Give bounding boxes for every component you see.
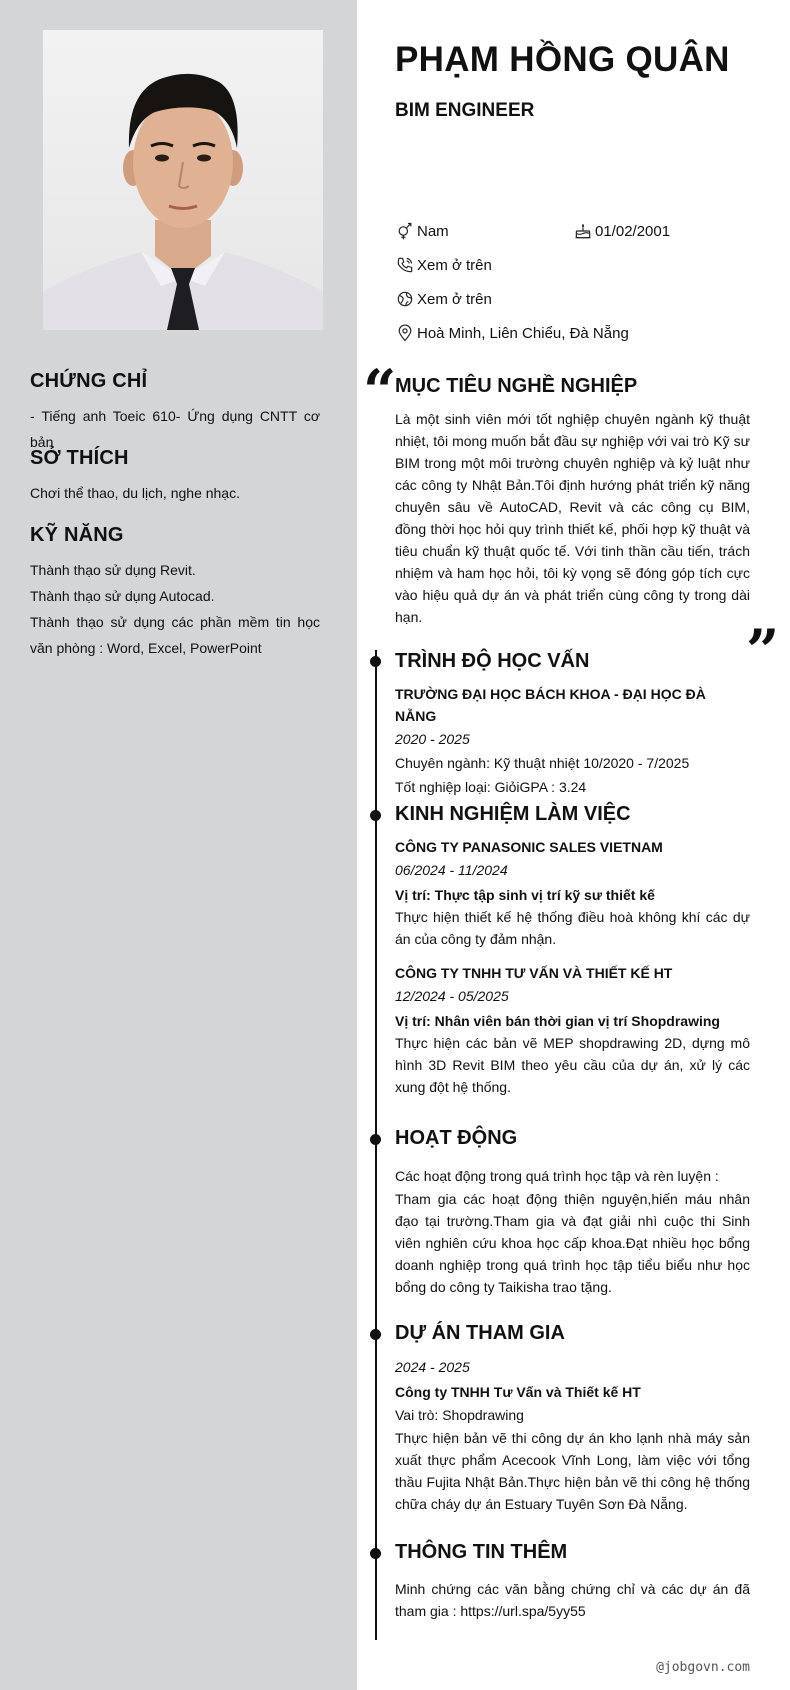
skill-item: Thành thạo sử dụng Revit. [30,562,196,578]
gender-icon [395,221,415,241]
experience-section [395,803,750,1098]
website-info [395,289,492,309]
phone-icon [395,255,415,275]
skill-item: Thành thạo sử dụng các phần mềm tin học văn phòng : Word, Excel, PowerPoint [30,614,320,656]
candidate-role: BIM ENGINEER [395,100,535,121]
job-position: Vị trí: Thực tập sinh vị trí kỹ sư thiết kế [395,887,655,903]
job-entry [395,962,750,1098]
activities-title: HOẠT ĐỘNG [395,1127,518,1149]
hobbies-text: Chơi thể thao, du lịch, nghe nhạc. [30,485,240,501]
projects-section [395,1322,750,1515]
job-entry [395,836,750,950]
certificates-section [30,370,320,455]
activities-text: Tham gia các hoạt động thiện nguyện,hiến máu nhân đạo tại trường.Tham gia và đạt giải nhì cuộc thi Sinh viên nghiên cứu khoa học cấp khoa.Đạt nhiều học bổng doanh nghiệp trong quá trình học tập tiểu biểu như học bổng do công ty Taikisha trao tặng. [395,1191,750,1295]
additional-text: Minh chứng các văn bằng chứng chỉ và các dự án đã tham gia : https://url.spa/5yy55 [395,1581,750,1619]
candidate-name: PHẠM HỒNG QUÂN [395,40,730,79]
additional-title: THÔNG TIN THÊM [395,1541,568,1563]
project-period: 2024 - 2025 [395,1359,470,1375]
timeline-dot [370,1329,381,1340]
phone-info [395,255,492,275]
project-role: Vai trò: Shopdrawing [395,1407,524,1423]
timeline-dot [370,656,381,667]
address-info [395,323,629,343]
education-title: TRÌNH ĐỘ HỌC VẤN [395,650,590,672]
certificates-text: - Tiếng anh Toeic 610- Ứng dụng CNTT cơ bản [30,408,320,450]
footer-watermark: @jobgovn.com [656,1660,750,1675]
job-description: Thực hiện các bản vẽ MEP shopdrawing 2D, dựng mô hình 3D Revit BIM theo yêu cầu của dự án, xử lý các xung đột hệ thống. [395,1035,750,1095]
close-quote-icon: ” [746,617,780,685]
gender-info [395,221,449,241]
open-quote-icon: “ [363,357,397,425]
gender-value: Nam [417,222,449,240]
objective-section [395,375,750,628]
education-result: Tốt nghiệp loại: GiỏiGPA : 3.24 [395,779,587,795]
cake-icon [573,221,593,241]
globe-icon [395,289,415,309]
phone-value: Xem ở trên [417,256,492,274]
job-period: 12/2024 - 05/2025 [395,988,509,1004]
job-company: CÔNG TY TNHH TƯ VẤN VÀ THIẾT KẾ HT [395,965,673,981]
skill-item: Thành thạo sử dụng Autocad. [30,588,215,604]
profile-photo [43,30,323,330]
job-position: Vị trí: Nhân viên bán thời gian vị trí Shopdrawing [395,1013,720,1029]
timeline-dot [370,810,381,821]
education-period: 2020 - 2025 [395,731,470,747]
experience-title: KINH NGHIỆM LÀM VIỆC [395,803,631,825]
hobbies-title: SỞ THÍCH [30,447,129,469]
birthday-value: 01/02/2001 [595,222,671,240]
skills-section [30,524,320,661]
map-pin-icon [395,323,415,343]
address-value: Hoà Minh, Liên Chiểu, Đà Nẵng [417,324,629,342]
certificates-title: CHỨNG CHỈ [30,370,148,392]
additional-section [395,1541,750,1622]
sidebar [0,0,357,1690]
education-section [395,650,750,799]
education-major: Chuyên ngành: Kỹ thuật nhiệt 10/2020 - 7/2025 [395,755,690,771]
job-period: 06/2024 - 11/2024 [395,862,508,878]
hobbies-section [30,447,320,506]
projects-title: DỰ ÁN THAM GIA [395,1322,565,1344]
job-description: Thực hiện thiết kế hệ thống điều hoà không khí các dự án của công ty đảm nhận. [395,909,750,947]
skills-title: KỸ NĂNG [30,524,124,546]
birthday-info [573,221,670,241]
objective-text: Là một sinh viên mới tốt nghiệp chuyên ngành kỹ thuật nhiệt, tôi mong muốn bắt đầu sự nghiệp với vai trò Kỹ sư BIM trong một môi trường chuyên nghiệp và kỷ luật như các công ty Nhật Bản.Tôi định hướng phát triển kỹ năng chuyên sâu về AutoCAD, Revit và các công cụ BIM, đồng thời học hỏi quy trình thiết kế, phối hợp kỹ thuật và tiêu chuẩn kỹ thuật quốc tế. Với tinh thần cầu tiến, trách nhiệm và ham học hỏi, tôi kỳ vọng sẽ đóng góp tích cực vào hiệu quả dự án và phát triển cùng công ty trong dài hạn. [395,411,750,625]
timeline-dot [370,1134,381,1145]
timeline-dot [370,1548,381,1559]
job-company: CÔNG TY PANASONIC SALES VIETNAM [395,839,663,855]
project-company: Công ty TNHH Tư Vấn và Thiết kế HT [395,1384,641,1400]
activities-intro: Các hoạt động trong quá trình học tập và rèn luyện : [395,1168,719,1184]
school-name: TRƯỜNG ĐẠI HỌC BÁCH KHOA - ĐẠI HỌC ĐÀ NẴNG [395,686,706,724]
timeline-line [375,650,377,1640]
objective-title: MỤC TIÊU NGHỀ NGHIỆP [395,375,638,397]
website-value: Xem ở trên [417,290,492,308]
activities-section [395,1127,750,1298]
project-description: Thực hiện bản vẽ thi công dự án kho lạnh nhà máy sản xuất thực phẩm Acecook Vĩnh Long, làm việc với tổng thầu Fujita Nhật Bản.Thực hiện bản vẽ thi công hệ thống chữa cháy dự án Estuary Tuyên Sơn Đà Nẵng. [395,1430,750,1512]
